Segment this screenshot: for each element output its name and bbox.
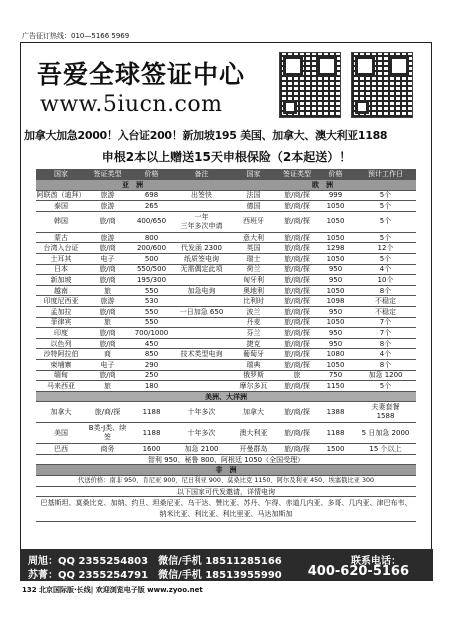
table-cell: 缅甸 bbox=[54, 371, 68, 380]
table-cell: 旅/商/探 bbox=[284, 328, 310, 337]
region-label: 亚 洲 bbox=[122, 181, 143, 189]
table-row bbox=[36, 296, 416, 307]
hotline: 广告征订热线：010—5166 5969 bbox=[22, 32, 130, 40]
table-cell: 旅/商/探 bbox=[284, 350, 310, 359]
table-cell: 匈牙利 bbox=[243, 275, 264, 284]
table-cell: 一年 三年多次申请 bbox=[180, 212, 223, 230]
table-cell: 800 bbox=[144, 233, 159, 242]
table-cell: 越南 bbox=[54, 286, 68, 295]
table-cell: 5个 bbox=[379, 201, 392, 210]
table-cell: 950 bbox=[328, 275, 343, 284]
phone-number[interactable]: 400-620-5166 bbox=[307, 564, 409, 579]
table-row bbox=[36, 201, 416, 212]
table-cell: 530 bbox=[144, 297, 159, 306]
table-cell: 旅/商 bbox=[99, 328, 116, 337]
column-header: 备注 bbox=[194, 170, 209, 178]
table-cell: 5个 bbox=[379, 254, 392, 263]
table-header bbox=[36, 169, 416, 180]
region-label: 非 洲 bbox=[36, 465, 416, 476]
table-cell: 夫妻套餐 1588 bbox=[371, 403, 400, 421]
table-cell: 550 bbox=[144, 318, 159, 327]
table-cell: 旅/商/探 bbox=[284, 307, 310, 316]
table-cell: 10个 bbox=[377, 275, 394, 284]
table-cell: 旅/商 bbox=[99, 307, 116, 316]
table-cell: 西班牙 bbox=[243, 217, 264, 226]
table-cell: 旅/商/探 bbox=[284, 275, 310, 284]
table-cell: 4个 bbox=[379, 265, 392, 274]
column-header: 预计工作日 bbox=[368, 170, 403, 178]
table-cell: 旅游 bbox=[100, 297, 115, 306]
table-cell: 8个 bbox=[379, 360, 392, 369]
table-cell: 旅 bbox=[104, 286, 111, 295]
column-header: 国家 bbox=[246, 170, 261, 178]
table-cell: 550 bbox=[144, 307, 159, 316]
column-header: 价格 bbox=[144, 170, 159, 178]
table-cell: 波兰 bbox=[246, 307, 261, 316]
table-cell: 950 bbox=[328, 328, 343, 337]
table-cell: 印度尼西亚 bbox=[43, 297, 79, 306]
table-cell: 5个 bbox=[379, 191, 392, 200]
table-cell: 700/1000 bbox=[134, 328, 169, 337]
table-cell: 旅游 bbox=[100, 191, 115, 200]
table-cell: 265 bbox=[144, 201, 159, 210]
table-cell: 捷克 bbox=[246, 339, 261, 348]
website-url[interactable]: www.5iucn.com bbox=[40, 92, 223, 117]
table-cell: 英国 bbox=[246, 244, 261, 253]
table-cell: 12个 bbox=[377, 244, 394, 253]
table-cell: 1080 bbox=[326, 350, 345, 359]
table-row bbox=[36, 275, 416, 286]
table-cell: 韩国 bbox=[54, 217, 68, 226]
table-cell: 旅/商/探 bbox=[284, 244, 310, 253]
table-cell: 摩尔多瓦 bbox=[239, 381, 268, 390]
table-cell: 5个 bbox=[379, 217, 392, 226]
table-cell: 美国 bbox=[54, 428, 68, 437]
table-body bbox=[36, 191, 416, 392]
table-cell: 菲律宾 bbox=[50, 318, 72, 327]
table-cell: 旅/商/探 bbox=[284, 217, 310, 226]
table-cell: 蒙古 bbox=[54, 233, 68, 242]
table-cell: 旅/商/探 bbox=[284, 318, 310, 327]
contact-line: 周旭：QQ 2355254803 微信/手机 18511285166 bbox=[28, 556, 282, 567]
table-cell: 1050 bbox=[326, 318, 345, 327]
contact-line: 苏菁：QQ 2355254791 微信/手机 18513955990 bbox=[28, 570, 282, 581]
table-cell: 土耳其 bbox=[50, 254, 72, 263]
table-row bbox=[36, 339, 416, 350]
table-cell: 1050 bbox=[326, 233, 345, 242]
table-cell: 芬兰 bbox=[246, 328, 261, 337]
table-cell: 日本 bbox=[54, 265, 68, 274]
table-cell: 400/650 bbox=[136, 217, 167, 226]
table-cell: 950 bbox=[328, 265, 343, 274]
table-cell: 旅/商/探 bbox=[284, 297, 310, 306]
column-header: 价格 bbox=[328, 170, 343, 178]
table-row bbox=[36, 371, 416, 382]
table-cell: 550 bbox=[144, 286, 159, 295]
table-row bbox=[36, 265, 416, 276]
table-cell: 5个 bbox=[379, 381, 392, 390]
table-cell: 1188 bbox=[142, 428, 161, 437]
table-cell: 1188 bbox=[326, 428, 345, 437]
table-cell: 500 bbox=[144, 254, 159, 263]
region-label: 欧 洲 bbox=[312, 181, 333, 189]
table-cell: 旅/商 bbox=[99, 265, 116, 274]
table-row bbox=[36, 328, 416, 339]
table-cell: 瑞士 bbox=[246, 254, 261, 263]
note-line: 以下国家可代发邀请，详情电询 bbox=[36, 487, 416, 498]
table-cell: 加拿大 bbox=[50, 407, 72, 416]
table-cell: 技术类型电询 bbox=[180, 350, 223, 359]
table-cell: 旅/商/探 bbox=[284, 445, 310, 454]
table-row bbox=[36, 243, 416, 254]
table-cell: 7个 bbox=[379, 318, 392, 327]
table-cell: 旅/商/探 bbox=[284, 360, 310, 369]
table-cell: 旅/商 bbox=[99, 275, 116, 284]
table-cell: 电子 bbox=[100, 360, 115, 369]
table-cell: 商务 bbox=[100, 445, 115, 454]
table-cell: 阿联酋（迪拜） bbox=[36, 191, 86, 200]
table-cell: 698 bbox=[144, 191, 159, 200]
table-cell: 孟加拉 bbox=[50, 307, 72, 316]
table-cell: 旅/商/探 bbox=[284, 381, 310, 390]
table-cell: 丹麦 bbox=[246, 318, 261, 327]
table-cell: 瑞典 bbox=[246, 360, 261, 369]
column-header: 国家 bbox=[54, 170, 68, 178]
table-cell: 950 bbox=[328, 307, 343, 316]
table-cell: 奥地利 bbox=[243, 286, 264, 295]
table-cell: 代发函 2300 bbox=[180, 244, 223, 253]
table-row bbox=[36, 233, 416, 244]
table-cell: 沙特阿拉伯 bbox=[43, 350, 79, 359]
table-cell: 旅/商/探 bbox=[284, 233, 310, 242]
note-line: 代送价格：南非 950、肯尼亚 900、尼日利亚 900、莫桑比克 1150、阿尔及利亚 450、埃塞俄比亚 300 bbox=[36, 476, 416, 487]
table-cell: 1098 bbox=[326, 297, 345, 306]
table-cell: 250 bbox=[144, 371, 159, 380]
table-cell: 以色列 bbox=[50, 339, 72, 348]
brand-title: 吾爱全球签证中心 bbox=[37, 60, 246, 89]
table-cell: 1050 bbox=[326, 360, 345, 369]
table-row bbox=[36, 444, 416, 455]
table-cell: 8个 bbox=[379, 339, 392, 348]
table-row bbox=[36, 402, 416, 423]
table-cell: 印度 bbox=[54, 328, 68, 337]
table-cell: 一日加急 650 bbox=[179, 307, 224, 316]
table-cell: 1500 bbox=[326, 445, 345, 454]
table-cell: 旅/商/探 bbox=[284, 428, 310, 437]
page-footer: 132 北京国际版·长线| 欢迎浏览电子版 www.zyoo.net bbox=[22, 586, 203, 594]
table-cell: 旅/商/探 bbox=[284, 191, 310, 200]
column-header: 签证类型 bbox=[93, 170, 122, 178]
table-cell: 旅/商/探 bbox=[284, 265, 310, 274]
table-row bbox=[36, 307, 416, 318]
table-cell: 950 bbox=[328, 339, 343, 348]
table-cell: 俄罗斯 bbox=[243, 371, 264, 380]
column-header: 签证类型 bbox=[283, 170, 311, 178]
table-row bbox=[36, 212, 416, 233]
table-cell: 旅 bbox=[104, 381, 111, 390]
table-cell: 旅/商/探 bbox=[284, 286, 310, 295]
table-cell: 5个 bbox=[379, 233, 392, 242]
table-body bbox=[36, 402, 416, 455]
note-line: 巴基斯坦、莫桑比克、加纳、约旦、坦桑尼亚、乌干达、赞比亚、苏丹、乍得、赤道几内亚、多哥、几内亚、津巴布韦、纳米比亚、利比亚、利比里亚、马达加斯加 bbox=[36, 497, 416, 522]
table-cell: 比利时 bbox=[243, 297, 264, 306]
table-cell: 出签快 bbox=[191, 191, 212, 200]
table-cell: 1050 bbox=[326, 254, 345, 263]
promo-subheadline: 申根2本以上赠送15天申根保险（2本起送）！ bbox=[101, 150, 352, 164]
table-cell: 1600 bbox=[142, 445, 161, 454]
table-cell: 180 bbox=[144, 381, 159, 390]
table-cell: 450 bbox=[144, 339, 159, 348]
table-cell: 德国 bbox=[246, 201, 261, 210]
table-cell: 不稳定 bbox=[375, 307, 396, 316]
table-cell: 巴西 bbox=[54, 445, 68, 454]
table-cell: 1188 bbox=[142, 407, 161, 416]
table-cell: 旅 bbox=[104, 318, 111, 327]
qr-code-icon bbox=[279, 52, 341, 118]
table-row bbox=[36, 423, 416, 444]
table-cell: 商 bbox=[104, 350, 111, 359]
table-cell: 旅/商/探 bbox=[284, 339, 310, 348]
region-label: 美洲、大洋洲 bbox=[36, 392, 416, 403]
table-cell: 1050 bbox=[326, 217, 345, 226]
table-cell: 加急 1200 bbox=[368, 371, 403, 380]
table-cell: 旅/商 bbox=[99, 244, 116, 253]
table-cell: 新加坡 bbox=[50, 275, 72, 284]
table-cell: 泰国 bbox=[54, 201, 68, 210]
table-row bbox=[36, 191, 416, 202]
table-cell: 850 bbox=[144, 350, 159, 359]
table-cell: 4个 bbox=[379, 350, 392, 359]
table-row bbox=[36, 381, 416, 392]
table-cell: 旅游 bbox=[100, 233, 115, 242]
table-cell: 1388 bbox=[326, 407, 345, 416]
table-cell: 无需偶定此项 bbox=[180, 265, 223, 274]
table-cell: 999 bbox=[328, 191, 343, 200]
region-band bbox=[36, 180, 416, 191]
table-cell: 750 bbox=[328, 371, 343, 380]
table-cell: 纸质签电询 bbox=[184, 254, 219, 263]
table-cell: B类-J类、续签 bbox=[88, 424, 127, 442]
note-line: 智利 950、秘鲁 800、阿根廷 1050（全国受理） bbox=[36, 455, 416, 466]
table-cell: 旅游 bbox=[100, 201, 115, 210]
phone-label: 联系电话： bbox=[351, 556, 401, 567]
table-cell: 旅/商/探 bbox=[284, 407, 310, 416]
table-row bbox=[36, 254, 416, 265]
table-cell: 290 bbox=[144, 360, 159, 369]
table-cell: 5 日加急 2000 bbox=[361, 428, 410, 437]
table-cell: 意大利 bbox=[243, 233, 264, 242]
table-row bbox=[36, 286, 416, 297]
table-cell: 15 个以上 bbox=[369, 445, 402, 454]
table-cell: 1050 bbox=[326, 286, 345, 295]
table-cell: 加拿大 bbox=[243, 407, 264, 416]
table-cell: 550/500 bbox=[136, 265, 167, 274]
table-cell: 马来西亚 bbox=[47, 381, 75, 390]
table-cell: 旅/商 bbox=[99, 339, 116, 348]
table-cell: 旅/商 bbox=[99, 217, 116, 226]
table-cell: 200/600 bbox=[136, 244, 167, 253]
table-cell: 旅/商/探 bbox=[94, 407, 121, 416]
table-cell: 旅 bbox=[293, 371, 301, 380]
table-cell: 7个 bbox=[379, 328, 392, 337]
table-cell: 台湾入台证 bbox=[43, 244, 79, 253]
contact-bar bbox=[20, 549, 433, 581]
table-cell: 1050 bbox=[326, 201, 345, 210]
table-cell: 葡萄牙 bbox=[243, 350, 264, 359]
table-cell: 旅/商/探 bbox=[284, 254, 310, 263]
table-cell: 1298 bbox=[326, 244, 345, 253]
table-cell: 8个 bbox=[379, 286, 392, 295]
promo-headline: 加拿大加急2000！入台证200！新加坡195 美国、加拿大、澳大利亚1188 bbox=[24, 129, 388, 142]
table-row bbox=[36, 360, 416, 371]
table-cell: 不稳定 bbox=[375, 297, 396, 306]
table-cell: 开曼群岛 bbox=[239, 445, 268, 454]
table-cell: 十年多次 bbox=[187, 407, 216, 416]
table-cell: 旅/商 bbox=[99, 371, 116, 380]
price-table bbox=[36, 169, 416, 522]
table-cell: 195/300 bbox=[136, 275, 167, 284]
table-row bbox=[36, 318, 416, 329]
table-cell: 十年多次 bbox=[187, 428, 216, 437]
table-cell: 荷兰 bbox=[246, 265, 261, 274]
table-row bbox=[36, 349, 416, 360]
table-cell: 加急电询 bbox=[187, 286, 216, 295]
qr-code-icon bbox=[351, 52, 413, 118]
table-cell: 法国 bbox=[246, 191, 261, 200]
table-cell: 澳大利亚 bbox=[239, 428, 268, 437]
table-cell: 加急 2100 bbox=[184, 445, 219, 454]
table-cell: 1150 bbox=[326, 381, 345, 390]
table-cell: 电子 bbox=[100, 254, 115, 263]
table-cell: 旅/商/探 bbox=[284, 201, 310, 210]
table-cell: 柬埔寨 bbox=[50, 360, 72, 369]
